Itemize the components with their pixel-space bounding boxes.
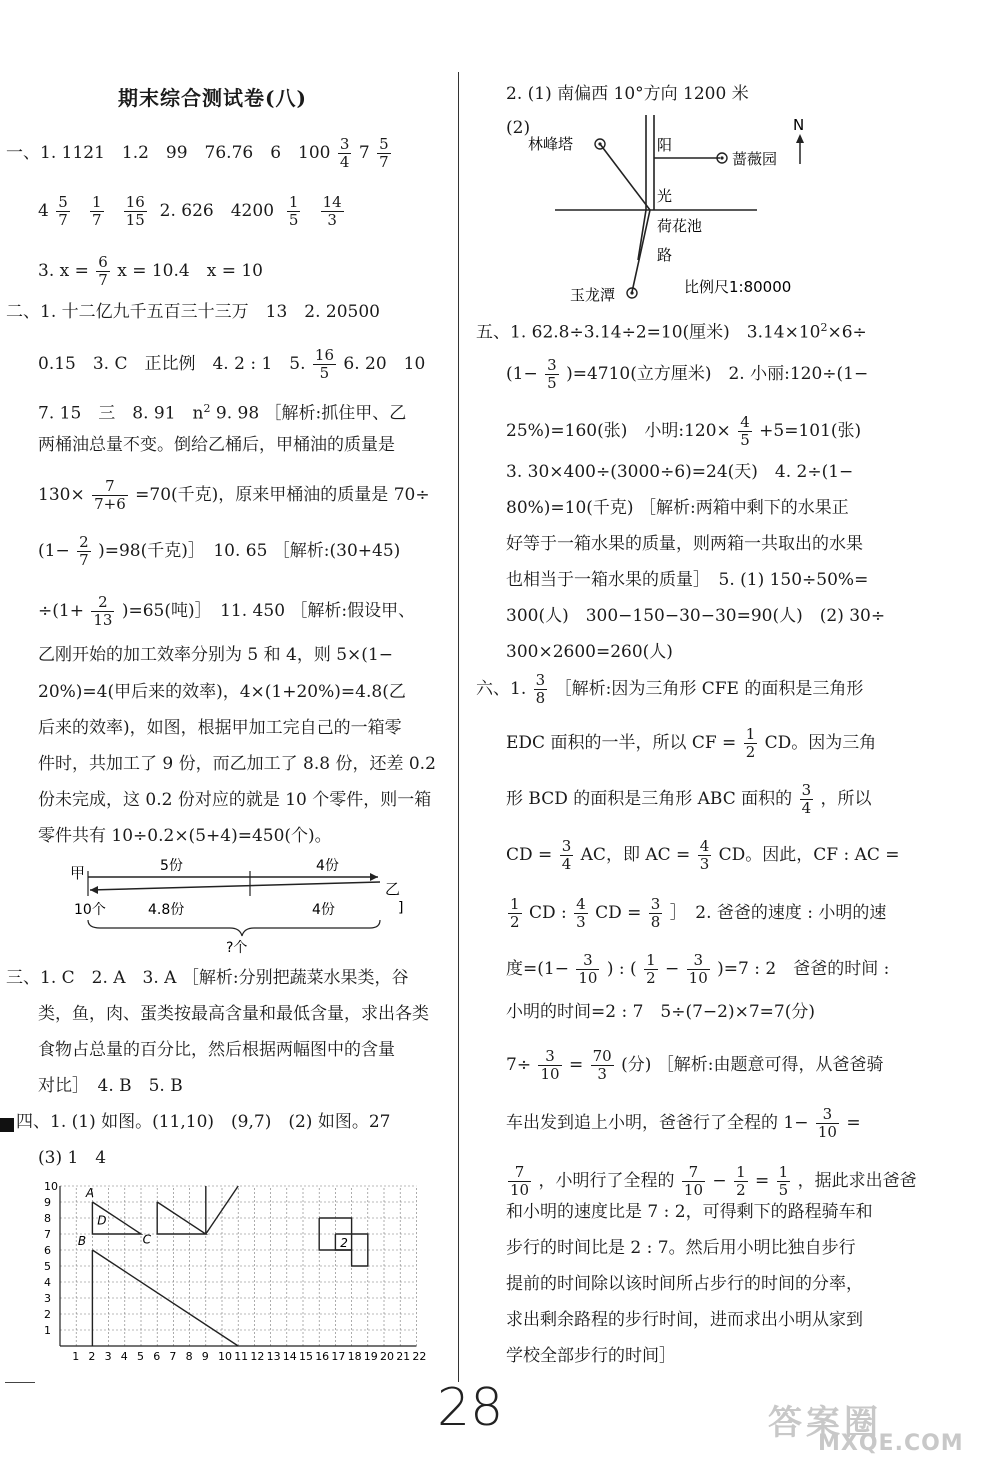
s6-line10: $\frac{7}{10}$ ，小明行了全程的 $\frac{7}{10}$ − $\frac{1}{2}$ = $\frac{1}{5}$ ，据此求出爸爸 [510, 1163, 917, 1199]
x-tick-label: 22 [412, 1350, 427, 1363]
page-title: 期末综合测试卷(八) [118, 86, 307, 110]
fraction: $\frac{1}{5}$ [288, 193, 299, 229]
map-route-south [632, 210, 650, 292]
diagram-b-label: 4份 [316, 858, 339, 874]
s6-line3: 形 BCD 的面积是三角形 ABC 面积的 $\frac{3}{4}$ ，所以 [506, 781, 872, 817]
fraction: $\frac{16}{15}$ [125, 193, 145, 229]
s2-line7: ÷(1+ $\frac{2}{13}$ )=65(吨)］ 11. 450 ［解析:假设甲、 [38, 593, 416, 629]
fraction: $\frac{3}{10}$ [578, 951, 598, 987]
diagram-yi-label: 乙 [385, 880, 401, 898]
x-tick-label: 10 [218, 1350, 232, 1363]
fraction: $\frac{5}{7}$ [379, 135, 389, 171]
s5-line4: 3. 30×400÷(3000÷6)=24(天) 4. 2÷(1− [506, 462, 854, 482]
fraction: $\frac{1}{7}$ [92, 193, 102, 229]
x-tick-label: 9 [201, 1350, 209, 1363]
s2-line13: 零件共有 10÷0.2×(5+4)=450(个)。 [38, 826, 332, 846]
x-tick-label: 13 [266, 1350, 281, 1363]
fraction: $\frac{4}{3}$ [699, 837, 710, 873]
x-tick-label: 20 [380, 1350, 394, 1363]
diagram-e-label: 4份 [312, 902, 335, 918]
grid-point-label: C [142, 1232, 152, 1247]
s2-line1: 二、1. 十二亿九千五百三十三万 13 2. 20500 [6, 302, 380, 322]
fraction: $\frac{3}{4}$ [339, 135, 350, 171]
s2-line12: 份未完成，这 0.2 份对应的就是 10 个零件，则一箱 [38, 790, 432, 810]
fraction: $\frac{2}{7}$ [79, 533, 89, 569]
diagram-bottom-line [90, 882, 380, 890]
y-tick-label: 4 [44, 1276, 51, 1289]
s1-line3: 3. x = $\frac{6}{7}$ x = 10.4 x = 10 [38, 253, 263, 289]
x-tick-label: 19 [363, 1350, 378, 1363]
x-tick-label: 16 [315, 1350, 330, 1363]
s5-line8: 300(人) 300−150−30−30=90(人) (2) 30÷ [506, 606, 886, 626]
x-tick-label: 21 [396, 1350, 411, 1363]
s2-line5: 130× $\frac{7}{7+6}$ =70(千克)，原来甲桶油的质量是 70÷ [38, 477, 430, 513]
guang-label: 光 [657, 187, 673, 205]
yang-label: 阳 [657, 136, 673, 154]
x-tick-label: 8 [185, 1350, 193, 1363]
north-label: N [793, 116, 805, 134]
fraction: $\frac{16}{5}$ [314, 346, 334, 382]
fraction: $\frac{70}{3}$ [592, 1047, 612, 1083]
s6-line7: 小明的时间=2 : 7 5÷(7−2)×7=7(分) [506, 1002, 815, 1022]
s2-line4: 两桶油总量不变。倒给乙桶后，甲桶油的质量是 [38, 435, 395, 455]
s1-line1: 一、1. 1121 1.2 99 76.76 6 100 $\frac{3}{4}$ 7 $\frac{5}{7}$ [6, 135, 389, 171]
fraction: $\frac{1}{2}$ [745, 725, 756, 761]
s2-line10: 后来的效率)，如图，根据甲加工完自己的一箱零 [38, 718, 402, 738]
y-tick-label: 5 [44, 1260, 51, 1273]
linfengta-label: 林峰塔 [528, 135, 574, 153]
s5-line6: 好等于一箱水果的质量，则两箱一共取出的水果 [506, 534, 863, 554]
diagram-bracket: ] [398, 900, 404, 916]
s5-line7: 也相当于一箱水果的质量］ 5. (1) 150÷50%= [506, 570, 869, 590]
yulongtan-label: 玉龙潭 [570, 286, 616, 304]
s6-line15: 学校全部步行的时间］ [506, 1346, 676, 1366]
s2-line8: 乙刚开始的加工效率分别为 5 和 4，则 5×(1− [38, 645, 393, 665]
fraction: $\frac{2}{13}$ [93, 593, 113, 629]
s3-line1: 三、1. C 2. A 3. A ［解析:分别把蔬菜水果类，谷 [6, 968, 409, 988]
y-tick-label: 7 [44, 1228, 51, 1241]
x-tick-label: 15 [299, 1350, 313, 1363]
y-tick-label: 1 [44, 1324, 51, 1337]
s5-line3: 25%)=160(张) 小明:120× $\frac{4}{5}$ +5=101(张) [506, 413, 862, 449]
fraction: $\frac{3}{10}$ [540, 1047, 560, 1083]
s5-line5: 80%)=10(千克) ［解析:两箱中剩下的水果正 [506, 498, 849, 518]
s4-line1: 四、1. (1) 如图。(11,10) (9,7) (2) 如图。27 [16, 1112, 391, 1132]
x-tick-label: 6 [153, 1350, 161, 1363]
fraction: $\frac{7}{10}$ [510, 1163, 530, 1199]
fraction: $\frac{3}{4}$ [801, 781, 812, 817]
s6-line2: EDC 面积的一半，所以 CF = $\frac{1}{2}$ CD。因为三角 [506, 725, 877, 761]
s6-line4: CD = $\frac{3}{4}$ AC，即 AC = $\frac{4}{3}$ CD。因此，CF : AC = [506, 837, 900, 873]
diagram-d-label: 4.8份 [148, 902, 185, 918]
lu-label: 路 [657, 246, 673, 264]
fraction: $\frac{3}{8}$ [535, 671, 546, 707]
map-diagram [520, 110, 940, 310]
x-tick-label: 7 [169, 1350, 177, 1363]
s6-line6: 度=(1− $\frac{3}{10}$ ) : ( $\frac{1}{2}$ − $\frac{3}{10}$ )=7 : 2 爸爸的时间 : [506, 951, 890, 987]
fraction: $\frac{5}{7}$ [58, 193, 68, 229]
y-tick-label: 8 [44, 1212, 51, 1225]
handwritten-page-number: 28 [437, 1378, 504, 1438]
fraction: $\frac{3}{10}$ [688, 951, 708, 987]
s4-line2: (3) 1 4 [38, 1148, 107, 1168]
diagram-jia-label: 甲 [70, 864, 86, 882]
watermark-bottom-text: MXQE.COM [818, 1431, 964, 1456]
fraction: $\frac{1}{2}$ [646, 951, 656, 987]
y-tick-label: 2 [44, 1308, 51, 1321]
s6-line12: 步行的时间比是 2 : 7。然后用小明比独自步行 [506, 1238, 856, 1258]
s6-line11: 和小明的速度比是 7 : 2，可得剩下的路程骑车和 [506, 1202, 873, 1222]
s6-line1: 六、1. $\frac{3}{8}$ ［解析:因为三角形 CFE 的面积是三角形 [476, 671, 864, 707]
s2-line6: (1− $\frac{2}{7}$ )=98(千克)］ 10. 65 ［解析:(30+45) [38, 533, 401, 569]
s6-line5: $\frac{1}{2}$ CD : $\frac{4}{3}$ CD = $\frac{3}{8}$ ］ 2. 爸爸的速度 : 小明的速 [510, 895, 887, 931]
fraction: $\frac{1}{2}$ [510, 895, 520, 931]
diagram-a-label: 5份 [160, 858, 183, 874]
x-tick-label: 1 [72, 1350, 80, 1363]
qiangweiyuan-label: 蔷薇园 [732, 150, 778, 168]
s6-line14: 求出剩余路程的步行时间，进而求出小明从家到 [506, 1310, 863, 1330]
s3-line3: 食物占总量的百分比，然后根据两幅图中的含量 [38, 1040, 395, 1060]
x-tick-label: 11 [234, 1350, 249, 1363]
right-column [470, 0, 1000, 1459]
s2-line3: 7. 15 三 8. 91 $n^2$ 9. 98 ［解析:抓住甲、乙 [38, 402, 407, 424]
column-divider [458, 72, 459, 1382]
x-tick-label: 14 [282, 1350, 297, 1363]
hehuachi-label: 荷花池 [657, 217, 703, 235]
q2-line2: (2) [506, 118, 531, 138]
s6-line13: 提前的时间除以该时间所占步行的时间的分率， [506, 1274, 863, 1294]
fraction: $\frac{1}{5}$ [778, 1163, 789, 1199]
fraction: $\frac{4}{5}$ [740, 413, 750, 449]
fraction: $\frac{6}{7}$ [98, 253, 108, 289]
fraction: $\frac{14}{3}$ [322, 193, 342, 229]
fraction: $\frac{7}{10}$ [683, 1163, 703, 1199]
x-tick-label: 12 [250, 1350, 265, 1363]
fraction: $\frac{3}{4}$ [561, 837, 572, 873]
s2-line11: 件时，共加工了 9 份，而乙加工了 8.8 份，还差 0.2 [38, 754, 436, 774]
map-route-northwest [600, 144, 650, 210]
s2-line2: 0.15 3. C 正比例 4. 2 : 1 5. $\frac{16}{5}$ 6. 20 10 [38, 346, 426, 382]
s5-line1: 五、1. 62.8÷3.14÷2=10(厘米) $3.14\times 10^2\times 6\div$ [476, 321, 867, 343]
fraction: $\frac{3}{10}$ [817, 1105, 837, 1141]
s1-line2: 4 $\frac{5}{7}$ $\frac{1}{7}$ $\frac{16}{15}$ 2. 626 4200 $\frac{1}{5}$ $\frac{14}{3}$ [38, 193, 342, 229]
y-tick-label: 9 [44, 1196, 51, 1209]
grid-point-label: A [85, 1186, 95, 1201]
s5-line2: (1− $\frac{3}{5}$ )=4710(立方厘米) 2. 小丽:120÷(1− [506, 356, 869, 392]
s2-line9: 20%)=4(甲后来的效率)，4×(1+20%)=4.8(乙 [38, 682, 406, 702]
grid-point-label: 2 [340, 1235, 348, 1250]
x-tick-label: 18 [347, 1350, 362, 1363]
s3-line2: 类，鱼，肉、蛋类按最高含量和最低含量，求出各类 [38, 1004, 429, 1024]
x-tick-label: 5 [137, 1350, 144, 1363]
segment-diagram [60, 852, 420, 962]
watermark-logo [768, 1395, 993, 1455]
diagram-bottom-arrow [90, 886, 98, 894]
fraction: $\frac{3}{8}$ [650, 895, 661, 931]
fraction: $\frac{7}{7+6}$ [94, 477, 126, 513]
diagram-total-label: ?个 [226, 940, 248, 956]
s6-line8: 7÷ $\frac{3}{10}$ = $\frac{70}{3}$ (分) ［解析:由题意可得，从爸爸骑 [506, 1047, 884, 1083]
coordinate-grid [30, 1176, 430, 1366]
diagram-brace [88, 920, 380, 936]
grid-point-label: D [97, 1213, 107, 1228]
scale-label: 比例尺1:80000 [684, 278, 792, 296]
x-tick-label: 4 [120, 1350, 128, 1363]
left-column [0, 0, 450, 1459]
fraction: $\frac{4}{3}$ [576, 895, 586, 931]
s3-line4: 对比］ 4. B 5. B [38, 1076, 183, 1096]
diagram-c-label: 10个 [74, 902, 106, 918]
y-tick-label: 6 [44, 1244, 51, 1257]
y-tick-label: 10 [44, 1180, 58, 1193]
s6-line9: 车出发到追上小明，爸爸行了全程的 1− $\frac{3}{10}$ = [506, 1105, 861, 1141]
fraction: $\frac{1}{2}$ [736, 1163, 746, 1199]
diagram-top-arrow [370, 873, 378, 881]
q2-line1: 2. (1) 南偏西 10°方向 1200 米 [506, 84, 749, 104]
x-tick-label: 3 [104, 1350, 112, 1363]
x-tick-label: 17 [331, 1350, 346, 1363]
grid-point-label: B [77, 1234, 87, 1249]
x-tick-label: 2 [88, 1350, 96, 1363]
y-tick-label: 3 [44, 1292, 51, 1305]
watermark-top-text: 答案圈 [768, 1403, 882, 1443]
fraction: $\frac{3}{5}$ [547, 356, 557, 392]
s5-line9: 300×2600=260(人) [506, 642, 673, 662]
